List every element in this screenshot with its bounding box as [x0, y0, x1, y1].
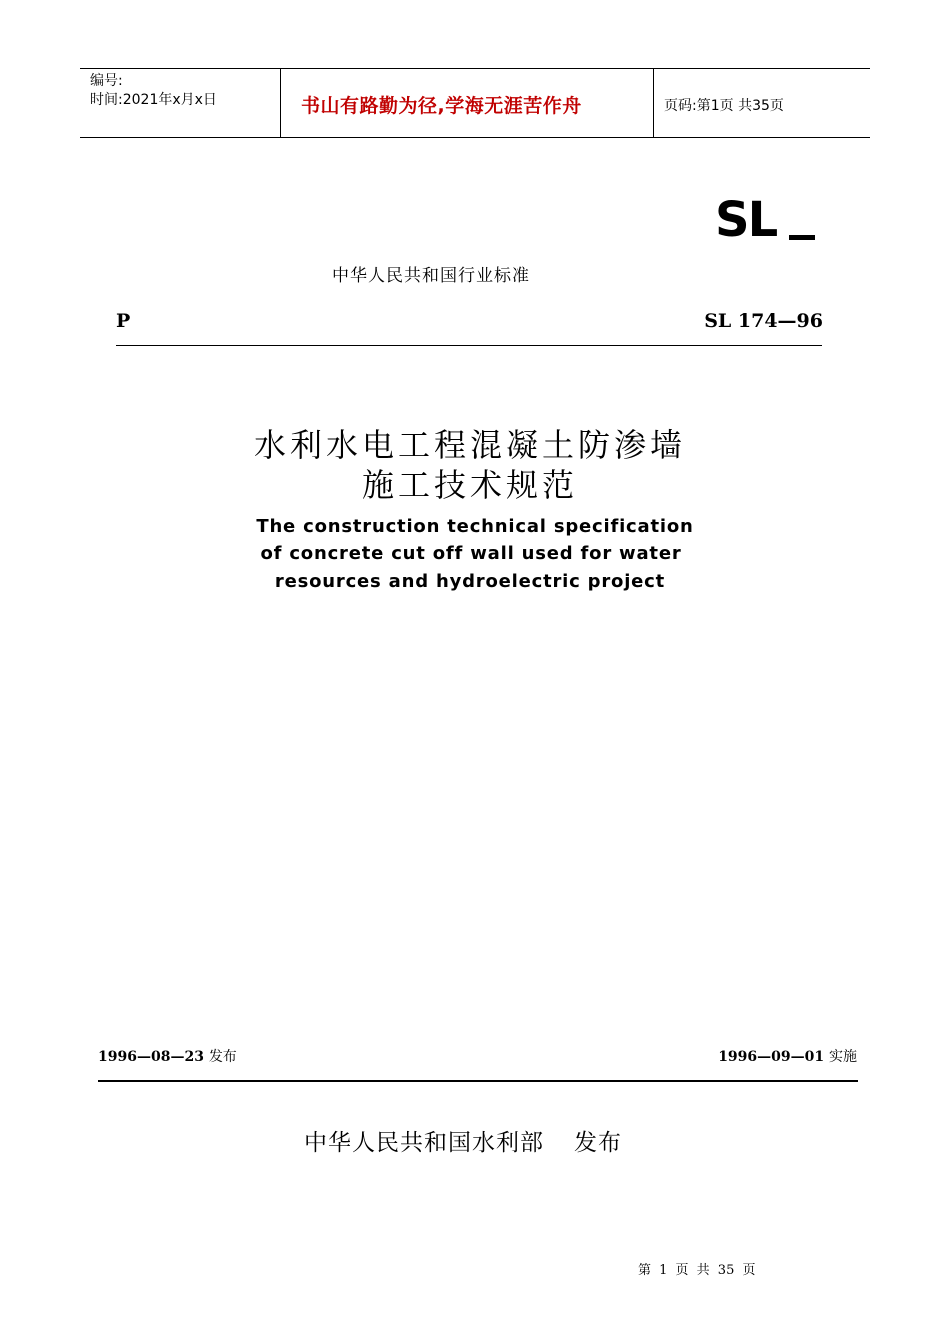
implement-word: 实施 — [829, 1049, 857, 1065]
sl-logo-bar — [789, 235, 815, 240]
issue-word: 发布 — [208, 1049, 237, 1065]
time-label: 时间:2021年x月x日 — [90, 92, 217, 108]
implement-date: 1996—09—01 — [718, 1049, 825, 1065]
sl-logo — [715, 192, 777, 248]
title-cn-line2: 施工技术规范 — [361, 466, 578, 504]
number-label: 编号: — [90, 73, 123, 89]
standard-number: SL 174—96 — [704, 310, 823, 332]
header-motto-cell — [281, 69, 654, 137]
motto-text: 书山有路勤为径,学海无涯苦作舟 — [301, 95, 582, 117]
header-table — [80, 68, 870, 138]
sl-logo-text: SL — [715, 192, 777, 248]
issue-date-block — [98, 1046, 237, 1066]
title-en-line1: The construction technical specification — [256, 516, 694, 537]
title-cn-line1: 水利水电工程混凝土防渗墙 — [253, 426, 686, 464]
page-footer: 第 1 页 共 35 页 — [638, 1263, 756, 1278]
footer-divider — [98, 1080, 858, 1082]
title-en-line2: of concrete cut off wall used for water — [260, 543, 682, 564]
title-en-line3: resources and hydroelectric project — [274, 571, 666, 592]
publisher-line — [304, 1124, 622, 1157]
publisher-action: 发布 — [574, 1130, 622, 1156]
page-info: 页码:第1页 共35页 — [664, 98, 784, 114]
industry-standard-heading: 中华人民共和国行业标准 — [332, 266, 530, 286]
issue-date: 1996—08—23 — [98, 1049, 204, 1065]
classification-code: P — [116, 310, 131, 332]
implement-date-block — [718, 1046, 857, 1066]
header-meta-cell — [80, 69, 281, 137]
publisher-name: 中华人民共和国水利部 — [304, 1130, 544, 1156]
header-divider — [116, 345, 822, 346]
